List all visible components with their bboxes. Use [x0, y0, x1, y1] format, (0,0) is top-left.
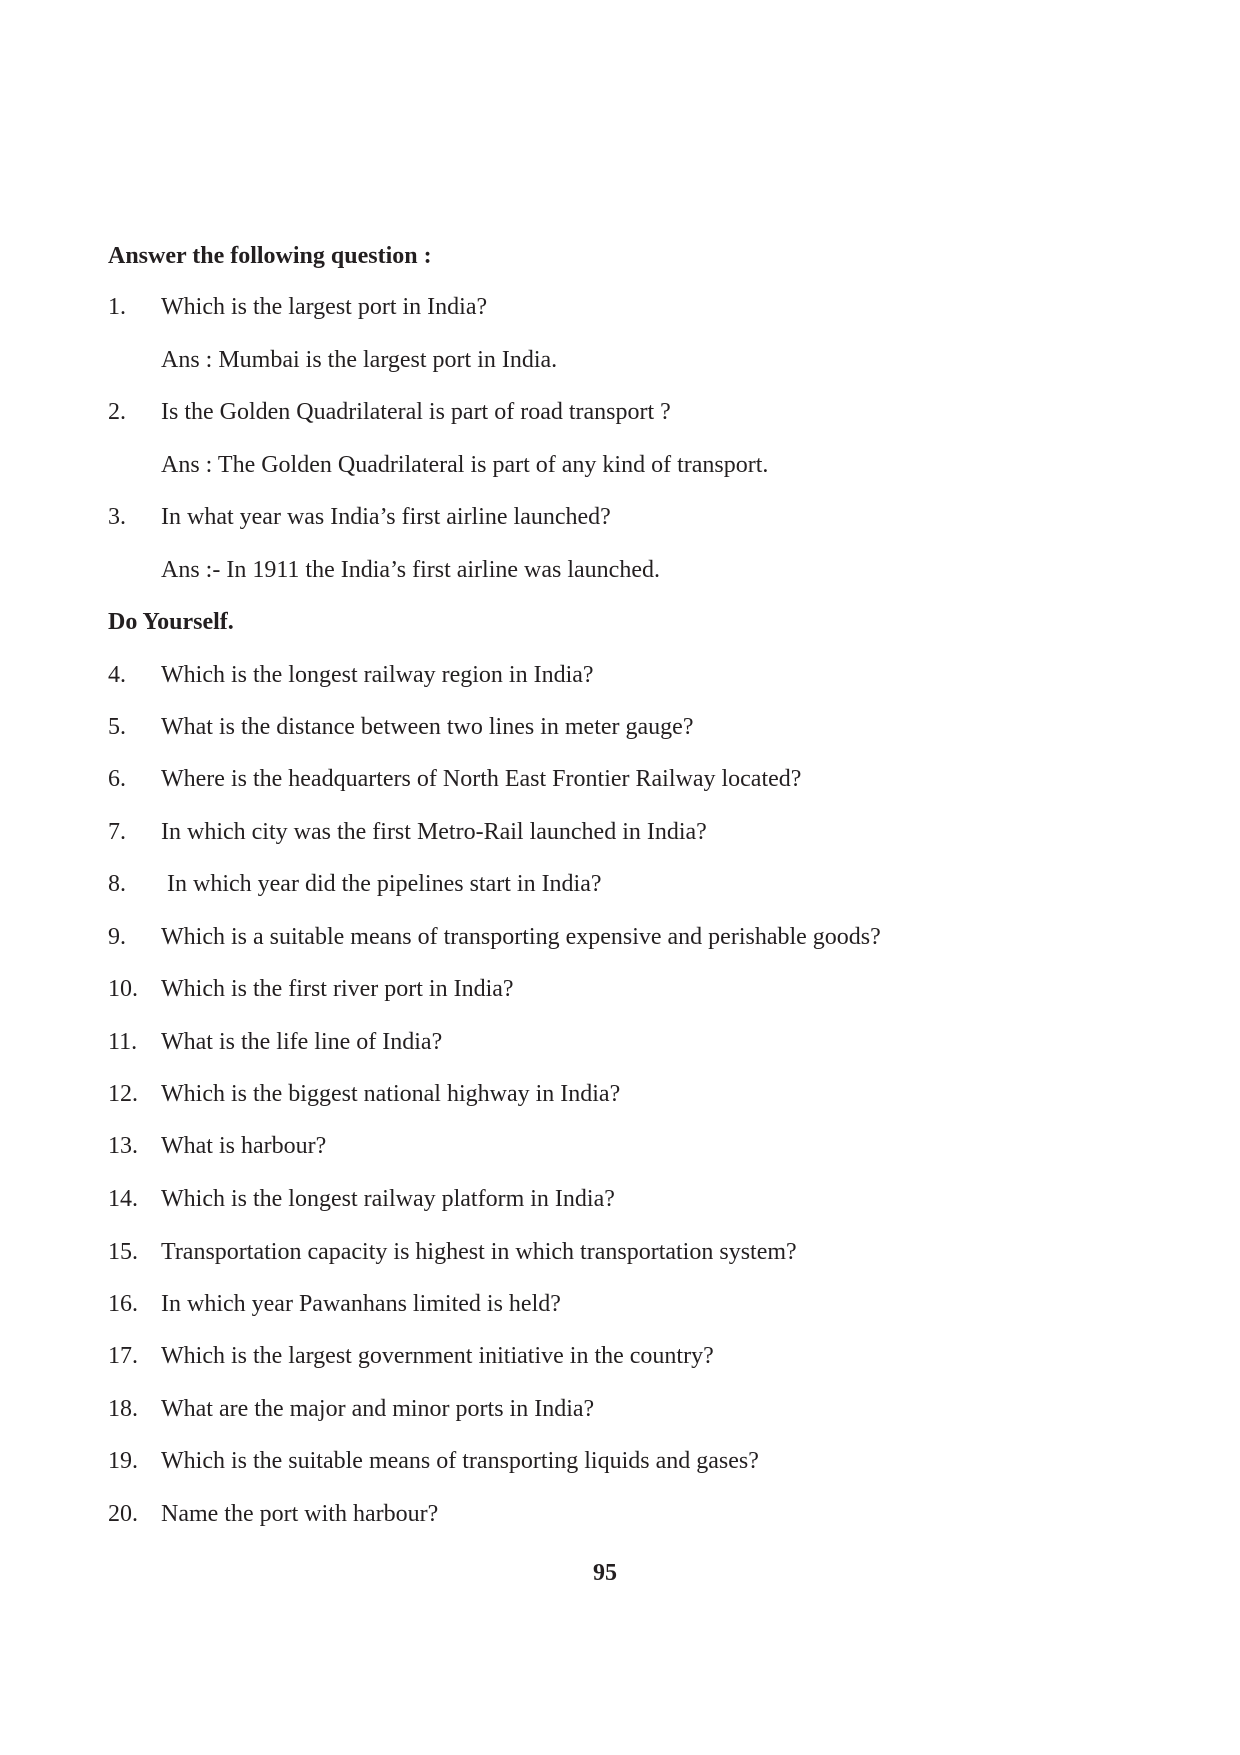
- question-number: 11.: [108, 1029, 138, 1055]
- question-text: Name the port with harbour?: [161, 1501, 439, 1527]
- question-text: Which is the suitable means of transporting liquids and gases?: [161, 1448, 759, 1474]
- answer-text-2: Ans : The Golden Quadrilateral is part of any kind of transport.: [161, 452, 769, 478]
- question-number: 2.: [108, 399, 126, 425]
- question-text: In what year was India’s first airline launched?: [161, 504, 611, 530]
- question-number: 18.: [108, 1396, 138, 1422]
- question-number: 5.: [108, 714, 126, 740]
- question-text: In which year Pawanhans limited is held?: [161, 1291, 561, 1317]
- question-text: Which is the largest government initiative in the country?: [161, 1343, 714, 1369]
- question-number: 19.: [108, 1448, 138, 1474]
- question-number: 15.: [108, 1239, 138, 1265]
- question-number: 20.: [108, 1501, 138, 1527]
- question-number: 7.: [108, 819, 126, 845]
- question-text: What are the major and minor ports in India?: [161, 1396, 595, 1422]
- page-number: 95: [593, 1560, 617, 1586]
- question-number: 12.: [108, 1081, 138, 1107]
- question-text: What is the life line of India?: [161, 1029, 443, 1055]
- question-text: Which is a suitable means of transporting expensive and perishable goods?: [161, 924, 881, 950]
- answer-text-3: Ans :- In 1911 the India’s first airline was launched.: [161, 557, 660, 583]
- question-number: 6.: [108, 766, 126, 792]
- question-text: Which is the first river port in India?: [161, 976, 514, 1002]
- question-number: 1.: [108, 294, 126, 320]
- question-text: What is the distance between two lines in meter gauge?: [161, 714, 694, 740]
- question-text: What is harbour?: [161, 1133, 327, 1159]
- question-number: 13.: [108, 1133, 138, 1159]
- question-number: 8.: [108, 871, 126, 897]
- question-text: Which is the longest railway platform in India?: [161, 1186, 615, 1212]
- question-number: 17.: [108, 1343, 138, 1369]
- question-text: Which is the biggest national highway in India?: [161, 1081, 621, 1107]
- question-number: 16.: [108, 1291, 138, 1317]
- question-text: Transportation capacity is highest in which transportation system?: [161, 1239, 797, 1265]
- question-text: Which is the largest port in India?: [161, 294, 488, 320]
- question-number: 14.: [108, 1186, 138, 1212]
- question-number: 10.: [108, 976, 138, 1002]
- section-heading-answer: Answer the following question :: [108, 243, 432, 269]
- question-text: Is the Golden Quadrilateral is part of road transport ?: [161, 399, 671, 425]
- question-text: In which city was the first Metro-Rail launched in India?: [161, 819, 707, 845]
- answer-text-1: Ans : Mumbai is the largest port in India.: [161, 347, 558, 373]
- question-text: Which is the longest railway region in India?: [161, 662, 594, 688]
- question-number: 9.: [108, 924, 126, 950]
- question-text: In which year did the pipelines start in India?: [161, 871, 602, 897]
- question-text: Where is the headquarters of North East Frontier Railway located?: [161, 766, 802, 792]
- section-heading-do-yourself: Do Yourself.: [108, 609, 234, 635]
- question-number: 3.: [108, 504, 126, 530]
- question-number: 4.: [108, 662, 126, 688]
